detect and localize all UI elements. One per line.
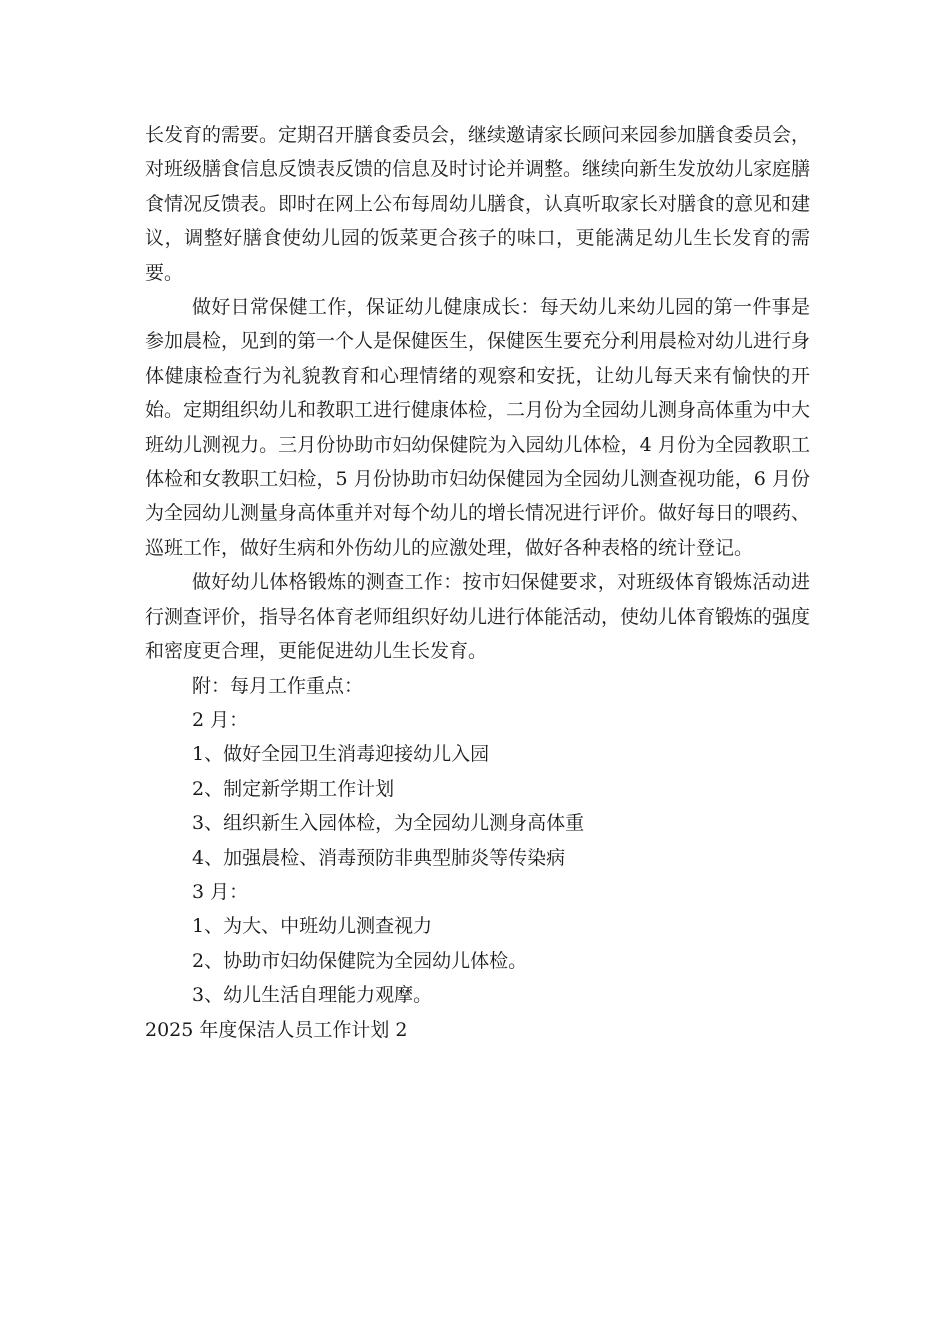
list-item: 4、加强晨检、消毒预防非典型肺炎等传染病 <box>192 846 566 869</box>
appendix-title: 附：每月工作重点： <box>192 674 364 697</box>
list-item: 3、组织新生入园体检，为全园幼儿测身高体重 <box>192 812 585 835</box>
list-item: 3、幼儿生活自理能力观摩。 <box>192 984 433 1007</box>
list-item: 2、制定新学期工作计划 <box>192 777 395 800</box>
list-item: 1、为大、中班幼儿测查视力 <box>192 915 433 938</box>
document-page <box>145 118 810 1047</box>
month-label-february: 2 月： <box>192 708 249 731</box>
paragraph-daily-health-care: 做好日常保健工作，保证幼儿健康成长：每天幼儿来幼儿园的第一件事是参加晨检，见到的第一个人是保健医生，保健医生要充分利用晨检对幼儿进行身体健康检查行为礼貌教育和心理情绪的观察和安抚，让幼儿每天来有愉快的开始。定期组织幼儿和教职工进行健康体检，二月份为全园幼儿测身高体重为中大班幼儿测视力。三月份协助市妇幼保健院为入园幼儿体检，4 月份为全园教职工体检和女教职工妇检，5 月份协助市妇幼保健园为全园幼儿测查视功能，6 月份为全园幼儿测量身高体重并对每个幼儿的增长情况进行评价。做好每日的喂药、巡班工作，做好生病和外伤幼儿的应激处理，做好各种表格的统计登记。 <box>145 296 811 559</box>
list-item: 2、协助市妇幼保健院为全园幼儿体检。 <box>192 949 528 972</box>
paragraph-diet-continued: 长发育的需要。定期召开膳食委员会，继续邀请家长顾问来园参加膳食委员会，对班级膳食信息反馈表反馈的信息及时讨论并调整。继续向新生发放幼儿家庭膳食情况反馈表。即时在网上公布每周幼儿膳食，认真听取家长对膳食的意见和建议，调整好膳食使幼儿园的饭菜更合孩子的味口，更能满足幼儿生长发育的需要。 <box>145 124 811 284</box>
month-label-march: 3 月： <box>192 880 249 903</box>
section-heading: 2025 年度保洁人员工作计划 2 <box>145 1018 408 1041</box>
paragraph-physical-exercise: 做好幼儿体格锻炼的测查工作：按市妇保健要求，对班级体育锻炼活动进行测查评价，指导名体育老师组织好幼儿进行体能活动，使幼儿体育锻炼的强度和密度更合理，更能促进幼儿生长发育。 <box>145 571 811 663</box>
list-item: 1、做好全园卫生消毒迎接幼儿入园 <box>192 743 490 766</box>
